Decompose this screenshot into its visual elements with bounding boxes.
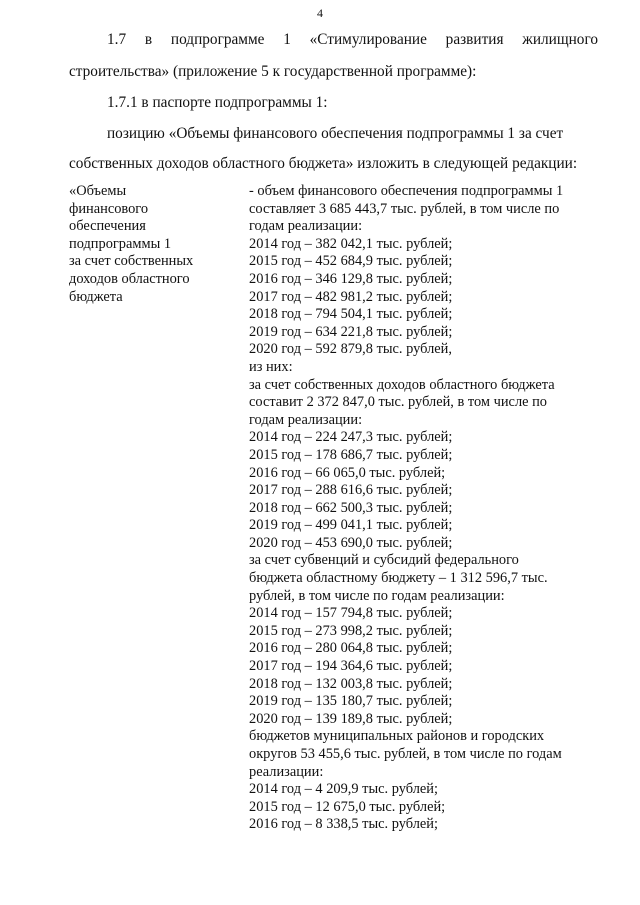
right-line: 2016 год – 66 065,0 тыс. рублей; — [249, 464, 446, 481]
table-left-column — [69, 183, 239, 306]
right-line: реализации: — [249, 763, 324, 780]
right-line: 2016 год – 8 338,5 тыс. рублей; — [249, 816, 438, 833]
right-line: 2014 год – 382 042,1 тыс. рублей; — [249, 235, 453, 252]
left-line: обеспечения — [69, 218, 146, 235]
right-line: 2016 год – 280 064,8 тыс. рублей; — [249, 640, 453, 657]
right-line: за счет субвенций и субсидий федерального — [249, 552, 519, 569]
paragraph-position: позицию «Объемы финансового обеспечения подпрограммы 1 за счет — [107, 125, 564, 142]
paragraph-appendix-ref: строительства» (приложение 5 к государственной программе): — [69, 63, 477, 80]
right-line: 2015 год – 273 998,2 тыс. рублей; — [249, 622, 453, 639]
left-line: подпрограммы 1 — [69, 235, 172, 252]
right-line: 2019 год – 499 041,1 тыс. рублей; — [249, 517, 453, 534]
left-line: финансового — [69, 200, 149, 217]
right-line: 2019 год – 135 180,7 тыс. рублей; — [249, 693, 453, 710]
right-line: 2019 год – 634 221,8 тыс. рублей; — [249, 323, 453, 340]
left-line: за счет собственных — [69, 253, 194, 270]
table-right-column — [249, 183, 609, 834]
paragraph-edit-instruction: собственных доходов областного бюджета» изложить в следующей редакции: — [69, 155, 578, 172]
right-line: - объем финансового обеспечения подпрограммы 1 — [249, 183, 564, 199]
right-line: 2018 год – 132 003,8 тыс. рублей; — [249, 675, 453, 692]
right-line: 2014 год – 224 247,3 тыс. рублей; — [249, 429, 453, 446]
right-line: 2015 год – 12 675,0 тыс. рублей; — [249, 798, 446, 815]
paragraph-passport: 1.7.1 в паспорте подпрограммы 1: — [107, 94, 328, 111]
right-line: составит 2 372 847,0 тыс. рублей, в том числе по — [249, 394, 548, 411]
right-line: 2020 год – 592 879,8 тыс. рублей, — [249, 341, 452, 358]
right-line: годам реализации: — [249, 218, 363, 235]
right-line: 2020 год – 139 189,8 тыс. рублей; — [249, 710, 453, 727]
page-number: 4 — [317, 6, 323, 20]
left-line: «Объемы — [69, 183, 127, 199]
left-line: бюджета — [69, 288, 123, 305]
right-line: годам реализации: — [249, 411, 363, 428]
right-line: 2015 год – 452 684,9 тыс. рублей; — [249, 253, 453, 270]
right-line: 2018 год – 662 500,3 тыс. рублей; — [249, 499, 453, 516]
right-line: бюджета областному бюджету – 1 312 596,7 тыс. — [249, 570, 548, 587]
right-line: 2014 год – 4 209,9 тыс. рублей; — [249, 781, 438, 798]
right-line: 2015 год – 178 686,7 тыс. рублей; — [249, 446, 453, 463]
right-line: 2016 год – 346 129,8 тыс. рублей; — [249, 270, 453, 287]
right-line: 2014 год – 157 794,8 тыс. рублей; — [249, 605, 453, 622]
left-line: доходов областного — [69, 270, 190, 287]
right-line: 2017 год – 194 364,6 тыс. рублей; — [249, 658, 453, 675]
right-line: из них: — [249, 358, 293, 375]
right-line: бюджетов муниципальных районов и городских — [249, 728, 545, 745]
right-line: округов 53 455,6 тыс. рублей, в том числе по годам — [249, 746, 562, 762]
right-line: 2018 год – 794 504,1 тыс. рублей; — [249, 306, 453, 323]
right-line: составляет 3 685 443,7 тыс. рублей, в том числе по — [249, 200, 560, 217]
right-line: 2017 год – 482 981,2 тыс. рублей; — [249, 288, 453, 305]
paragraph-subprogram-title: 1.7 в подпрограмме 1 «Стимулирование развития жилищного — [107, 31, 598, 48]
right-line: 2017 год – 288 616,6 тыс. рублей; — [249, 482, 453, 499]
right-line: 2020 год – 453 690,0 тыс. рублей; — [249, 534, 453, 551]
right-line: рублей, в том числе по годам реализации: — [249, 587, 505, 604]
right-line: за счет собственных доходов областного бюджета — [249, 376, 555, 393]
